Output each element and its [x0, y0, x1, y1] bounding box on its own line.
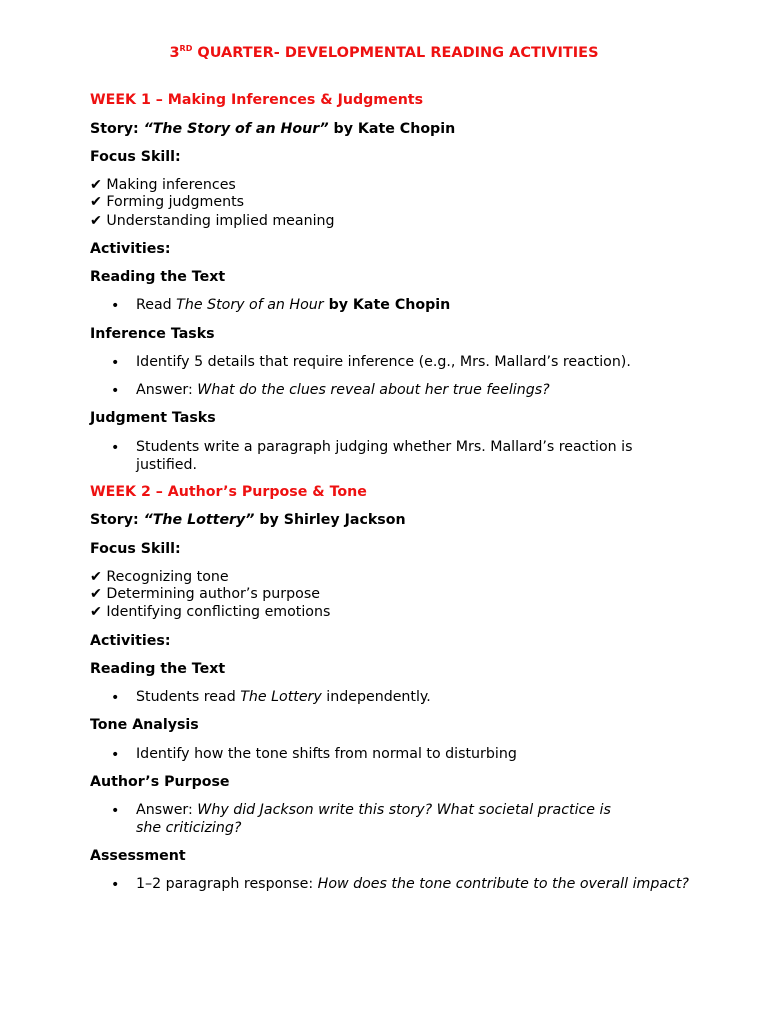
week1-reading-label: Reading the Text: [90, 269, 226, 285]
week1-inference-item: [136, 353, 676, 371]
item-italic: The Story of an Hour: [176, 297, 324, 313]
week1-judgment-item: Students write a paragraph judging whether Mrs. Mallard’s reaction is justified.: [136, 439, 633, 473]
week2-story: [90, 511, 406, 529]
week1-skill-text: Forming judgments: [106, 194, 245, 210]
week2-skill-text: Identifying conflicting emotions: [106, 604, 331, 620]
bullet-icon: •: [111, 747, 120, 763]
week1-activities-label: Activities:: [90, 241, 171, 257]
week1-focus-label: Focus Skill:: [90, 149, 181, 165]
bullet-icon: •: [111, 877, 120, 893]
check-icon: ✔: [90, 604, 102, 620]
week2-purpose-label: Author’s Purpose: [90, 774, 230, 790]
week2-story-title: “The Lottery”: [143, 512, 255, 528]
week1-skill-text: Making inferences: [106, 177, 236, 193]
title-number: 3: [169, 45, 180, 61]
week2-focus-label: Focus Skill:: [90, 541, 181, 557]
item-italic: What do the clues reveal about her true feelings?: [197, 382, 550, 398]
week1-judgment-label: Judgment Tasks: [90, 410, 216, 426]
check-icon: ✔: [90, 569, 102, 585]
item-text: Answer:: [136, 382, 198, 398]
week2-skill-text: Determining author’s purpose: [106, 586, 320, 602]
week2-story-label: Story:: [90, 512, 144, 528]
week2-purpose-item: [136, 801, 636, 837]
week2-tone-label: Tone Analysis: [90, 717, 199, 733]
week1-story: [90, 120, 455, 138]
bullet-icon: •: [111, 298, 120, 314]
bullet-icon: •: [111, 383, 120, 399]
check-icon: ✔: [90, 177, 102, 193]
week2-activities-label: Activities:: [90, 633, 171, 649]
week1-story-author: by Kate Chopin: [328, 121, 456, 137]
item-text: Read: [136, 297, 177, 313]
week2-reading-item: [136, 688, 676, 706]
week2-skill: [90, 585, 320, 603]
item-bold: by Kate Chopin: [323, 297, 451, 313]
check-icon: ✔: [90, 213, 102, 229]
item-italic: Why did Jackson write this story? What societal practice is she criticizing?: [136, 802, 611, 836]
item-text: independently.: [321, 689, 431, 705]
check-icon: ✔: [90, 194, 102, 210]
week2-tone-item: Identify how the tone shifts from normal to disturbing: [136, 746, 517, 762]
week2-skill: [90, 568, 229, 586]
title-text: QUARTER- DEVELOPMENTAL READING ACTIVITIES: [192, 45, 599, 61]
week2-assessment-label: Assessment: [90, 848, 186, 864]
item-text: 1–2 paragraph response:: [136, 876, 318, 892]
bullet-icon: •: [111, 690, 120, 706]
bullet-icon: •: [111, 440, 120, 456]
week2-reading-label: Reading the Text: [90, 661, 226, 677]
week1-story-label: Story:: [90, 121, 144, 137]
item-text: Students read: [136, 689, 241, 705]
bullet-icon: •: [111, 355, 120, 371]
item-text: Answer:: [136, 802, 198, 818]
week2-assessment-item: [136, 875, 736, 893]
week1-reading-item: [136, 296, 676, 314]
title-superscript: RD: [179, 44, 193, 53]
week1-skill-text: Understanding implied meaning: [106, 213, 335, 229]
bullet-icon: •: [111, 803, 120, 819]
item-italic: How does the tone contribute to the overall impact?: [317, 876, 689, 892]
document-title: [0, 44, 768, 62]
week1-inference-item: [136, 381, 676, 399]
week2-skill: [90, 603, 330, 621]
week1-inference-label: Inference Tasks: [90, 326, 215, 342]
week2-heading: WEEK 2 – Author’s Purpose & Tone: [90, 484, 367, 500]
week1-skill: [90, 193, 244, 211]
week1-heading: WEEK 1 – Making Inferences & Judgments: [90, 92, 424, 108]
check-icon: ✔: [90, 586, 102, 602]
week2-skill-text: Recognizing tone: [106, 569, 229, 585]
week1-skill: [90, 212, 335, 230]
week2-story-author: by Shirley Jackson: [254, 512, 406, 528]
item-italic: The Lottery: [240, 689, 322, 705]
week1-story-title: “The Story of an Hour”: [143, 121, 329, 137]
week1-skill: [90, 176, 236, 194]
item-text: Identify 5 details that require inference (e.g., Mrs. Mallard’s reaction).: [136, 354, 631, 370]
